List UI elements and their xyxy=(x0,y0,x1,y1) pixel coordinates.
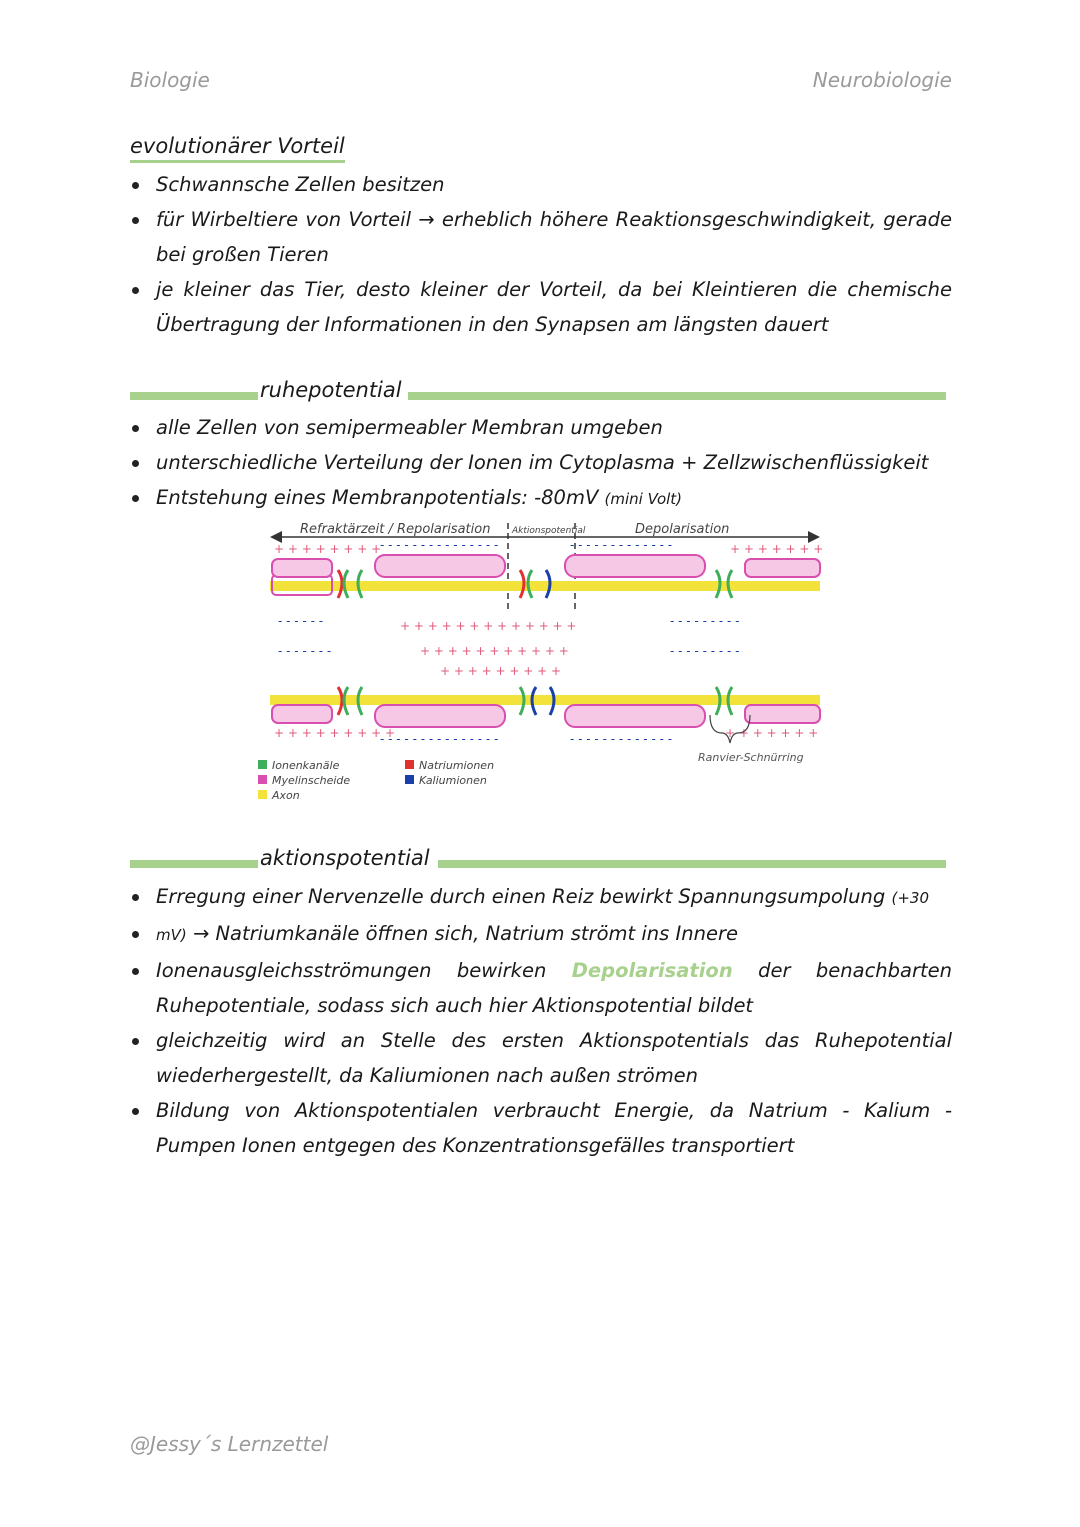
b3-post: der benachbarten Ruhepotentiale, sodass sich auch hier Aktionspotential bildet xyxy=(156,959,953,1017)
section-title-evolution: evolutionärer Vorteil xyxy=(130,132,345,163)
section-bar-left xyxy=(130,860,258,868)
minus-charges: - - - - - - - xyxy=(278,644,332,658)
b3-pre: Ionenausgleichsströmungen bewirken xyxy=(156,959,547,982)
minus-charges: - - - - - - - - - - - - - - - xyxy=(380,732,499,746)
list-item: gleichzeitig wird an Stelle des ersten Aktionspotentials das Ruhepotential wiederhergestellt, da Kaliumionen nach außen strömen xyxy=(130,1023,952,1093)
ion-charges xyxy=(274,538,823,746)
myelin-seg xyxy=(272,559,332,577)
myelin-seg xyxy=(375,705,505,727)
lower-membrane xyxy=(270,687,820,727)
header-subject: Biologie xyxy=(130,68,210,92)
myelin-seg xyxy=(745,559,820,577)
myelin-seg xyxy=(272,705,332,723)
section-title-aktionspotential: aktionspotential xyxy=(260,846,430,870)
plus-charges: + + + + + + + + + + + xyxy=(420,644,569,658)
plus-charges: + + + + + + + xyxy=(725,726,819,740)
minus-charges: - - - - - - - - - xyxy=(670,614,740,628)
list-item: alle Zellen von semipermeabler Membran umgeben xyxy=(130,410,952,445)
myelin-seg xyxy=(565,705,705,727)
section-bar-right xyxy=(438,860,946,868)
axon-diagram xyxy=(250,515,830,800)
list-item: Bildung von Aktionspotentialen verbraucht Energie, da Natrium - Kalium - Pumpen Ionen entgegen des Konzentrationsgefälles transportiert xyxy=(130,1093,952,1163)
membrane-potential-text: Entstehung eines Membranpotentials: -80mV xyxy=(156,486,599,509)
section-header-ruhepotential xyxy=(130,380,946,410)
legend-swatch-myelin xyxy=(258,775,267,784)
legend-kaliumionen: Kaliumionen xyxy=(419,774,487,787)
b1-small: (+30 xyxy=(891,889,929,907)
list-item xyxy=(130,879,952,916)
myelin-seg xyxy=(375,555,505,577)
axon-bottom xyxy=(270,695,820,705)
list-item xyxy=(130,916,952,953)
plus-charges: + + + + + + + + + + + + + xyxy=(400,619,577,633)
list-item: je kleiner das Tier, desto kleiner der Vorteil, da bei Kleintieren die chemische Übertragung der Informationen in den Synapsen am längsten dauert xyxy=(130,272,952,342)
plus-charges: + + + + + + + + + xyxy=(440,664,562,678)
depolarisation-highlight: Depolarisation xyxy=(571,959,733,982)
section-bar-right xyxy=(408,392,946,400)
label-refraktaer: Refraktärzeit / Repolarisation xyxy=(300,522,491,537)
minus-charges: - - - - - - - - - - - - - xyxy=(570,538,673,552)
minus-charges: - - - - - - - - - - - - - - - xyxy=(380,538,499,552)
myelin-seg xyxy=(565,555,705,577)
aktionspotential-list xyxy=(130,879,952,1163)
list-item: Schwannsche Zellen besitzen xyxy=(130,167,952,202)
legend-swatch-axon xyxy=(258,790,267,799)
header-topic: Neurobiologie xyxy=(812,68,952,92)
section-bar-left xyxy=(130,392,258,400)
list-item xyxy=(130,480,952,517)
axon-top xyxy=(270,581,820,591)
list-item: für Wirbeltiere von Vorteil → erheblich höhere Reaktionsgeschwindigkeit, gerade bei großen Tieren xyxy=(130,202,952,272)
legend-myelinscheide: Myelinscheide xyxy=(272,774,351,787)
plus-charges: + + + + + + + xyxy=(730,542,824,556)
legend-natriumionen: Natriumionen xyxy=(419,759,495,772)
legend-axon: Axon xyxy=(272,789,300,800)
section-ruhepotential xyxy=(130,410,952,517)
ruhepotential-list xyxy=(130,410,952,517)
ranvier-label: Ranvier-Schnürring xyxy=(698,751,804,764)
list-item: unterschiedliche Verteilung der Ionen im Cytoplasma + Zellzwischenflüssigkeit xyxy=(130,445,952,480)
legend-swatch-potassium xyxy=(405,775,414,784)
legend-swatch-channel xyxy=(258,760,267,769)
label-aktionspotential: Aktionspotential xyxy=(512,526,586,536)
minus-charges: - - - - - - - - - - - - - xyxy=(570,732,673,746)
b2-small: mV) xyxy=(156,926,187,944)
footer-author: @Jessy´s Lernzettel xyxy=(130,1432,329,1456)
list-item xyxy=(130,953,952,1023)
b1-text: Erregung einer Nervenzelle durch einen Reiz bewirkt Spannungsumpolung xyxy=(156,885,886,908)
unit-note: (mini Volt) xyxy=(604,490,683,508)
section-title-ruhepotential: ruhepotential xyxy=(260,378,402,402)
plus-charges: + + + + + + + + + xyxy=(274,726,396,740)
myelin-seg xyxy=(745,705,820,723)
legend-ionenkanaele: Ionenkanäle xyxy=(272,759,340,772)
plus-charges: + + + + + + + + xyxy=(274,542,382,556)
diagram-legend xyxy=(258,759,494,800)
minus-charges: - - - - - - - - - xyxy=(670,644,740,658)
minus-charges: - - - - - - xyxy=(278,614,324,628)
upper-membrane xyxy=(270,555,820,598)
b2-text: → Natriumkanäle öffnen sich, Natrium strömt ins Innere xyxy=(192,922,738,945)
section-aktionspotential xyxy=(130,879,952,1163)
legend-swatch-sodium xyxy=(405,760,414,769)
section-header-aktionspotential xyxy=(130,848,946,878)
evolution-list xyxy=(130,167,952,342)
label-depolarisation: Depolarisation xyxy=(635,522,730,537)
section-evolution xyxy=(130,132,952,342)
